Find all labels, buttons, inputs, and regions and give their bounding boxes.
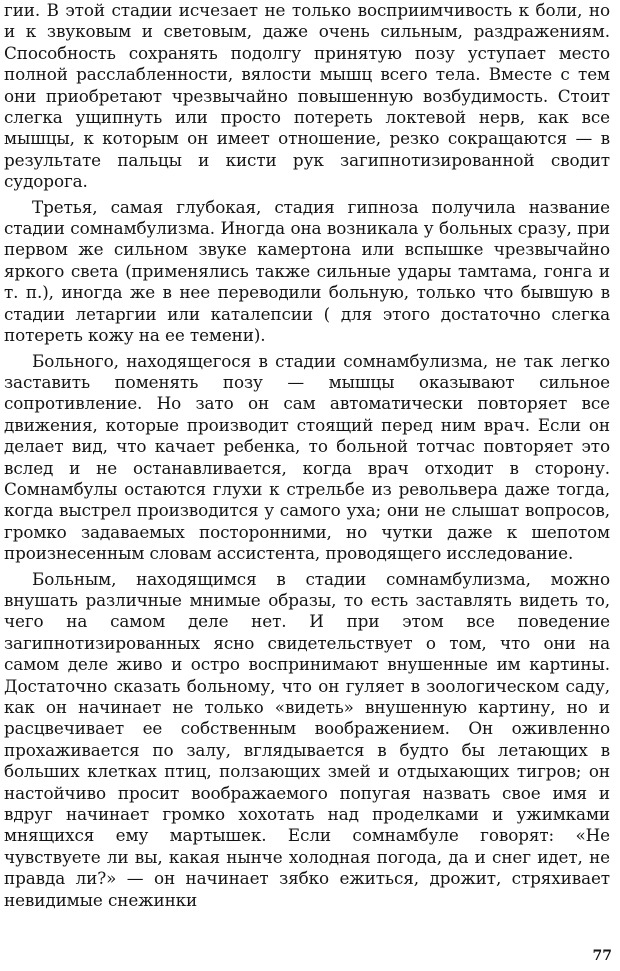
page-number: 77 [592, 948, 612, 964]
body-text [4, 0, 610, 911]
paragraph-3: Больного, находящегося в стадии сомнамбулизма, не так легко заставить поменять позу — мышцы оказывают сильное сопротивление. Но зато он сам автоматически повторяет все движения, которые производит стоящий перед ним врач. Если он делает вид, что качает ребенка, то больной тотчас повторяет это вслед и не останавливается, когда врач отходит в сторону. Сомнамбулы остаются глухи к стрельбе из револьвера даже тогда, когда выстрел производится у самого уха; они не слышат вопросов, громко задаваемых посторонними, но чутки даже к шепотом произнесенным словам ассистента, проводящего исследование. [4, 350, 610, 564]
book-page [4, 0, 612, 971]
paragraph-4: Больным, находящимся в стадии сомнамбулизма, можно внушать различные мнимые образы, то есть заставлять видеть то, чего на самом деле нет. И при этом все поведение загипнотизированных ясно свидетельствует о том, что они на самом деле живо и остро воспринимают внушенные им картины. Достаточно сказать больному, что он гуляет в зоологическом саду, как он начинает не только «видеть» внушенную картину, но и расцвечивает ее собственным воображением. Он оживленно прохаживается по залу, вглядывается в будто бы летающих в больших клетках птиц, ползающих змей и отдыхающих тигров; он настойчиво просит воображаемого попугая назвать свое имя и вдруг начинает громко хохотать над проделками и ужимками мнящихся ему мартышек. Если сомнамбуле говорят: «Не чувствуете ли вы, какая нынче холодная погода, да и снег идет, не правда ли?» — он начинает зябко ежиться, дрожит, стряхивает невидимые снежинки [4, 568, 610, 910]
paragraph-2: Третья, самая глубокая, стадия гипноза получила название стадии сомнамбулизма. Иногда она возникала у больных сразу, при первом же сильном звуке камертона или вспышке чрезвычайно яркого света (применялись также сильные удары тамтама, гонга и т. п.), иногда же в нее переводили больную, только что бывшую в стадии летаргии или каталепсии ( для этого достаточно слегка потереть кожу на ее темени). [4, 196, 610, 346]
paragraph-1: гии. В этой стадии исчезает не только восприимчивость к боли, но и к звуковым и световым, даже очень сильным, раздражениям. Способность сохранять подолгу принятую позу уступает место полной расслабленности, вялости мышц всего тела. Вместе с тем они приобретают чрезвычайно повышенную возбудимость. Стоит слегка ущипнуть или просто потереть локтевой нерв, как все мышцы, к которым он имеет отношение, резко сокращаются — в результате пальцы и кисти рук загипнотизированной сводит судорога. [4, 0, 610, 192]
